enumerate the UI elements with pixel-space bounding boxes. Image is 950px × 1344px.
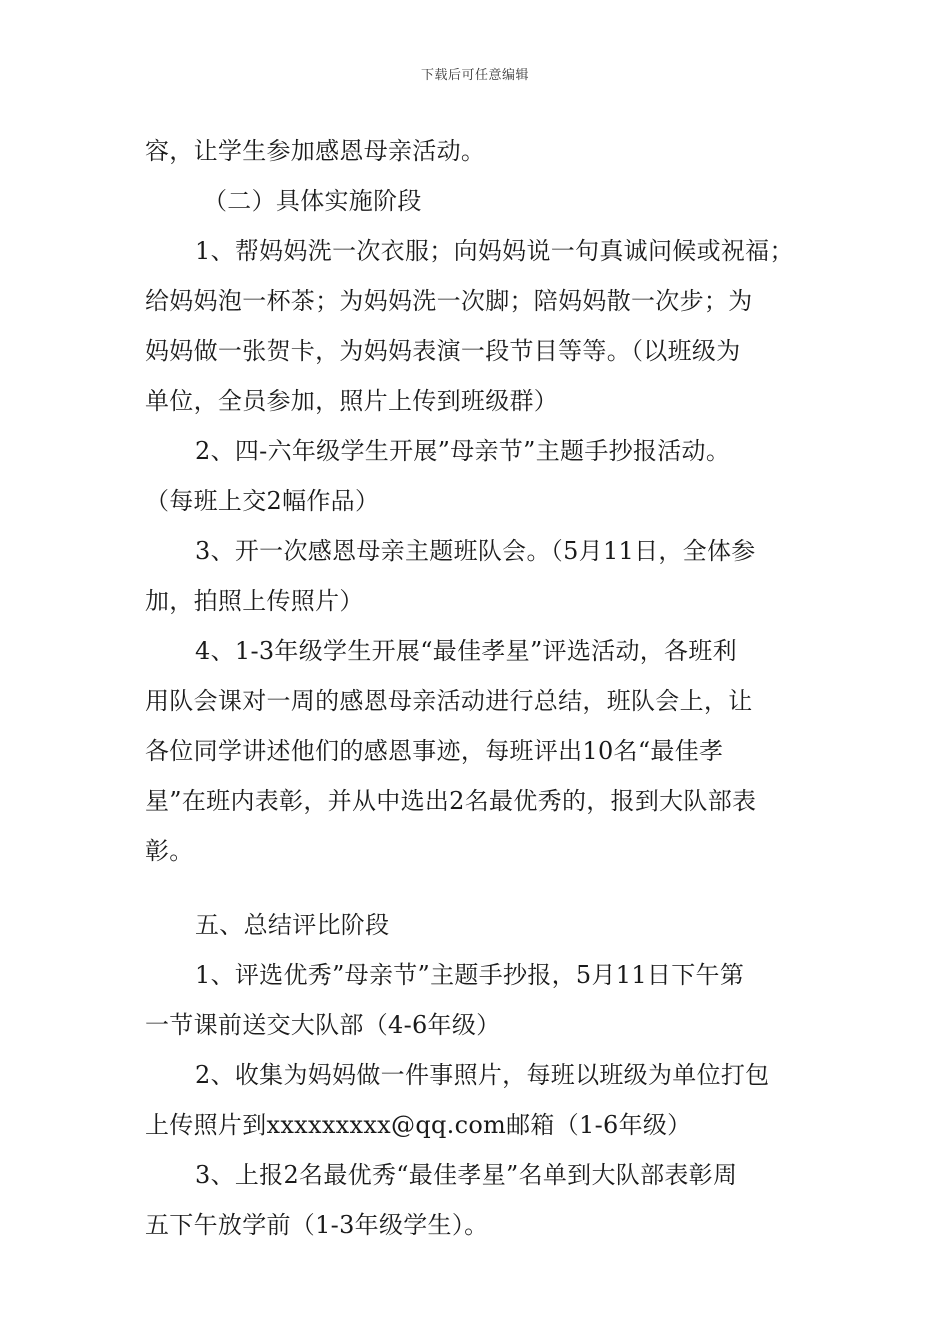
paragraph-line: 各位同学讲述他们的感恩事迹，每班评出10名“最佳孝 bbox=[145, 737, 724, 765]
paragraph-line: 一节课前送交大队部（4-6年级） bbox=[145, 1011, 501, 1039]
paragraph-line: 彰。 bbox=[145, 837, 194, 865]
paragraph-gap bbox=[145, 876, 815, 900]
paragraph-line: 加，拍照上传照片） bbox=[145, 587, 364, 615]
document-body bbox=[145, 126, 815, 1250]
paragraph-line: 2、四-六年级学生开展”母亲节”主题手抄报活动。 bbox=[195, 437, 731, 465]
paragraph-line: 妈妈做一张贺卡，为妈妈表演一段节目等等。（以班级为 bbox=[145, 337, 741, 365]
paragraph-line: 五下午放学前（1-3年级学生）。 bbox=[145, 1211, 489, 1239]
paragraph-line: 3、上报2名最优秀“最佳孝星”名单到大队部表彰周 bbox=[195, 1161, 738, 1189]
section-heading: （二）具体实施阶段 bbox=[203, 187, 422, 215]
paragraph-line: 1、帮妈妈洗一次衣服；向妈妈说一句真诚问候或祝福； bbox=[195, 237, 794, 265]
paragraph-line: 1、评选优秀”母亲节”主题手抄报，5月11日下午第 bbox=[195, 961, 745, 989]
paragraph-line: 容，让学生参加感恩母亲活动。 bbox=[145, 137, 486, 165]
page-header-note: 下载后可任意编辑 bbox=[420, 68, 529, 83]
section-heading: 五、总结评比阶段 bbox=[195, 911, 390, 939]
paragraph-line: 给妈妈泡一杯茶；为妈妈洗一次脚；陪妈妈散一次步；为 bbox=[145, 287, 753, 315]
paragraph-line: 上传照片到xxxxxxxxx@qq.com邮箱（1-6年级） bbox=[145, 1111, 692, 1139]
paragraph-line: 2、收集为妈妈做一件事照片，每班以班级为单位打包 bbox=[195, 1061, 770, 1089]
paragraph-line: 4、1-3年级学生开展“最佳孝星”评选活动，各班利 bbox=[195, 637, 737, 665]
paragraph-line: 单位，全员参加，照片上传到班级群） bbox=[145, 387, 559, 415]
paragraph-line: 用队会课对一周的感恩母亲活动进行总结，班队会上，让 bbox=[145, 687, 753, 715]
paragraph-line: （每班上交2幅作品） bbox=[145, 487, 380, 515]
paragraph-line: 星”在班内表彰，并从中选出2名最优秀的，报到大队部表 bbox=[145, 787, 757, 815]
paragraph-line: 3、开一次感恩母亲主题班队会。（5月11日，全体参 bbox=[195, 537, 756, 565]
